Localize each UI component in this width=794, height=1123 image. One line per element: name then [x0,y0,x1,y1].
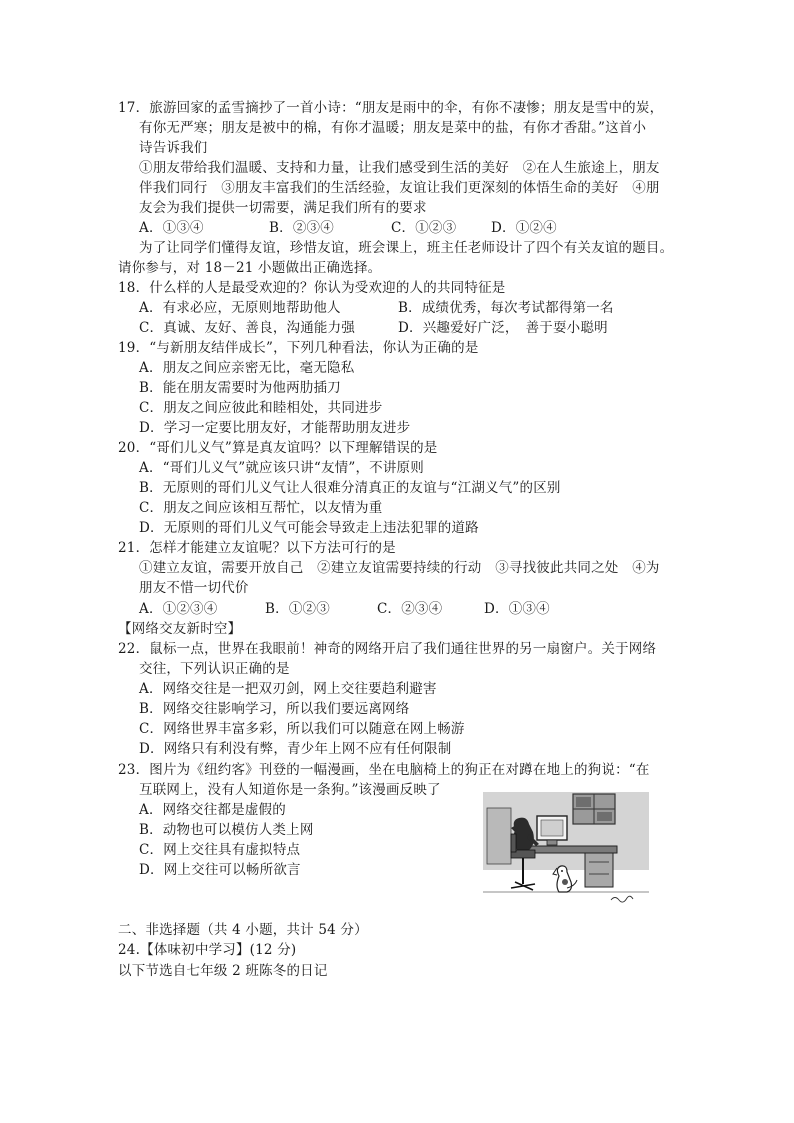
q21-stem: 21．怎样才能建立友谊呢？以下方法可行的是 [118,540,396,556]
q18-option-d: D．兴趣爱好广泛， 善于耍小聪明 [398,320,608,336]
intro-line1: 为了让同学们懂得友谊，珍惜友谊，班会课上，班主任老师设计了四个有关友谊的题目。 [139,240,674,256]
q17-option-c: C．①②③ [391,220,457,236]
intro-line2: 请你参与，对 18－21 小题做出正确选择。 [118,260,382,276]
q24-title: 24.【体味初中学习】(12 分) [118,942,297,958]
q20-option-b: B．无原则的哥们儿义气让人很难分清真正的友谊与“江湖义气”的区别 [139,480,561,496]
q18-option-c: C．真诚、友好、善良，沟通能力强 [139,320,356,336]
q17-option-d: D．①②④ [491,220,557,236]
q18-stem: 18．什么样的人是最受欢迎的？你认为受欢迎的人的共同特征是 [118,280,506,296]
q17-statements-line1: ①朋友带给我们温暖、支持和力量，让我们感受到生活的美好 ②在人生旅途上，朋友 [139,160,660,176]
q18-option-b: B．成绩优秀，每次考试都得第一名 [398,300,614,316]
q23-option-d: D．网上交往可以畅所欲言 [139,862,301,878]
q17-statements-line3: 友会为我们提供一切需要，满足我们所有的要求 [139,200,427,216]
q18-option-a: A．有求必应，无原则地帮助他人 [139,300,341,316]
q17-options [139,218,557,238]
q21-option-b: B．①②③ [265,601,330,617]
q19-option-d: D．学习一定要比朋友好，才能帮助朋友进步 [139,420,411,436]
q23-stem-line2: 互联网上，没有人知道你是一条狗。”该漫画反映了 [139,782,441,798]
q17-stem-line3: 诗告诉我们 [139,140,208,156]
q21-option-d: D．①③④ [484,601,550,617]
q22-option-a: A．网络交往是一把双刃剑，网上交往要趋利避害 [139,681,437,697]
q23-option-c: C．网上交往具有虚拟特点 [139,842,301,858]
q22-option-c: C．网络世界丰富多彩，所以我们可以随意在网上畅游 [139,721,465,737]
q22-option-d: D．网络只有利没有弊，青少年上网不应有任何限制 [139,741,452,757]
q21-statements-line1: ①建立友谊，需要开放自己 ②建立友谊需要持续的行动 ③寻找彼此共同之处 ④为 [139,560,660,576]
q22-option-b: B．网络交往影响学习，所以我们要远离网络 [139,701,410,717]
q23-stem-line1: 23．图片为《纽约客》刊登的一幅漫画，坐在电脑椅上的狗正在对蹲在地上的狗说：“在 [118,762,650,778]
q22-stem-line2: 交往，下列认识正确的是 [139,661,290,677]
q20-option-a: A．“哥们儿义气”就应该只讲“友情”，不讲原则 [139,460,424,476]
q21-option-c: C．②③④ [377,601,443,617]
dog-computer-cartoon [481,788,651,912]
q19-stem: 19．“与新朋友结伴成长”，下列几种看法，你认为正确的是 [118,340,479,356]
q17-option-b: B．②③④ [269,220,334,236]
q24-intro: 以下节选自七年级 2 班陈冬的日记 [118,963,328,979]
q17-stem-line1: 17．旅游回家的孟雪摘抄了一首小诗：“朋友是雨中的伞，有你不凄惨；朋友是雪中的炭， [118,100,664,116]
q21-option-a: A．①②③④ [139,601,218,617]
q20-stem: 20．“哥们儿义气”算是真友谊吗？以下理解错误的是 [118,440,438,456]
q23-option-b: B．动物也可以模仿人类上网 [139,822,314,838]
part2-heading: 二、非选择题（共 4 小题，共计 54 分） [118,922,368,938]
section-heading-net: 【网络交友新时空】 [118,621,242,637]
q21-options [139,599,550,619]
q20-option-d: D．无原则的哥们儿义气可能会导致走上违法犯罪的道路 [139,520,479,536]
q20-option-c: C．朋友之间应该相互帮忙，以友情为重 [139,500,383,516]
q19-option-c: C．朋友之间应彼此和睦相处，共同进步 [139,400,383,416]
q17-option-a: A．①③④ [139,220,204,236]
q19-option-b: B．能在朋友需要时为他两肋插刀 [139,380,341,396]
q17-statements-line2: 伴我们同行 ③朋友丰富我们的生活经验，友谊让我们更深刻的体悟生命的美好 ④朋 [139,180,660,196]
q19-option-a: A．朋友之间应亲密无比，毫无隐私 [139,360,355,376]
q22-stem-line1: 22．鼠标一点，世界在我眼前！神奇的网络开启了我们通往世界的另一扇窗户。关于网络 [118,641,657,657]
q17-stem-line2: 有你无严寒；朋友是被中的棉，有你才温暖；朋友是菜中的盐，有你才香甜。”这首小 [139,120,647,136]
q21-statements-line2: 朋友不惜一切代价 [139,580,249,596]
q23-option-a: A．网络交往都是虚假的 [139,802,286,818]
